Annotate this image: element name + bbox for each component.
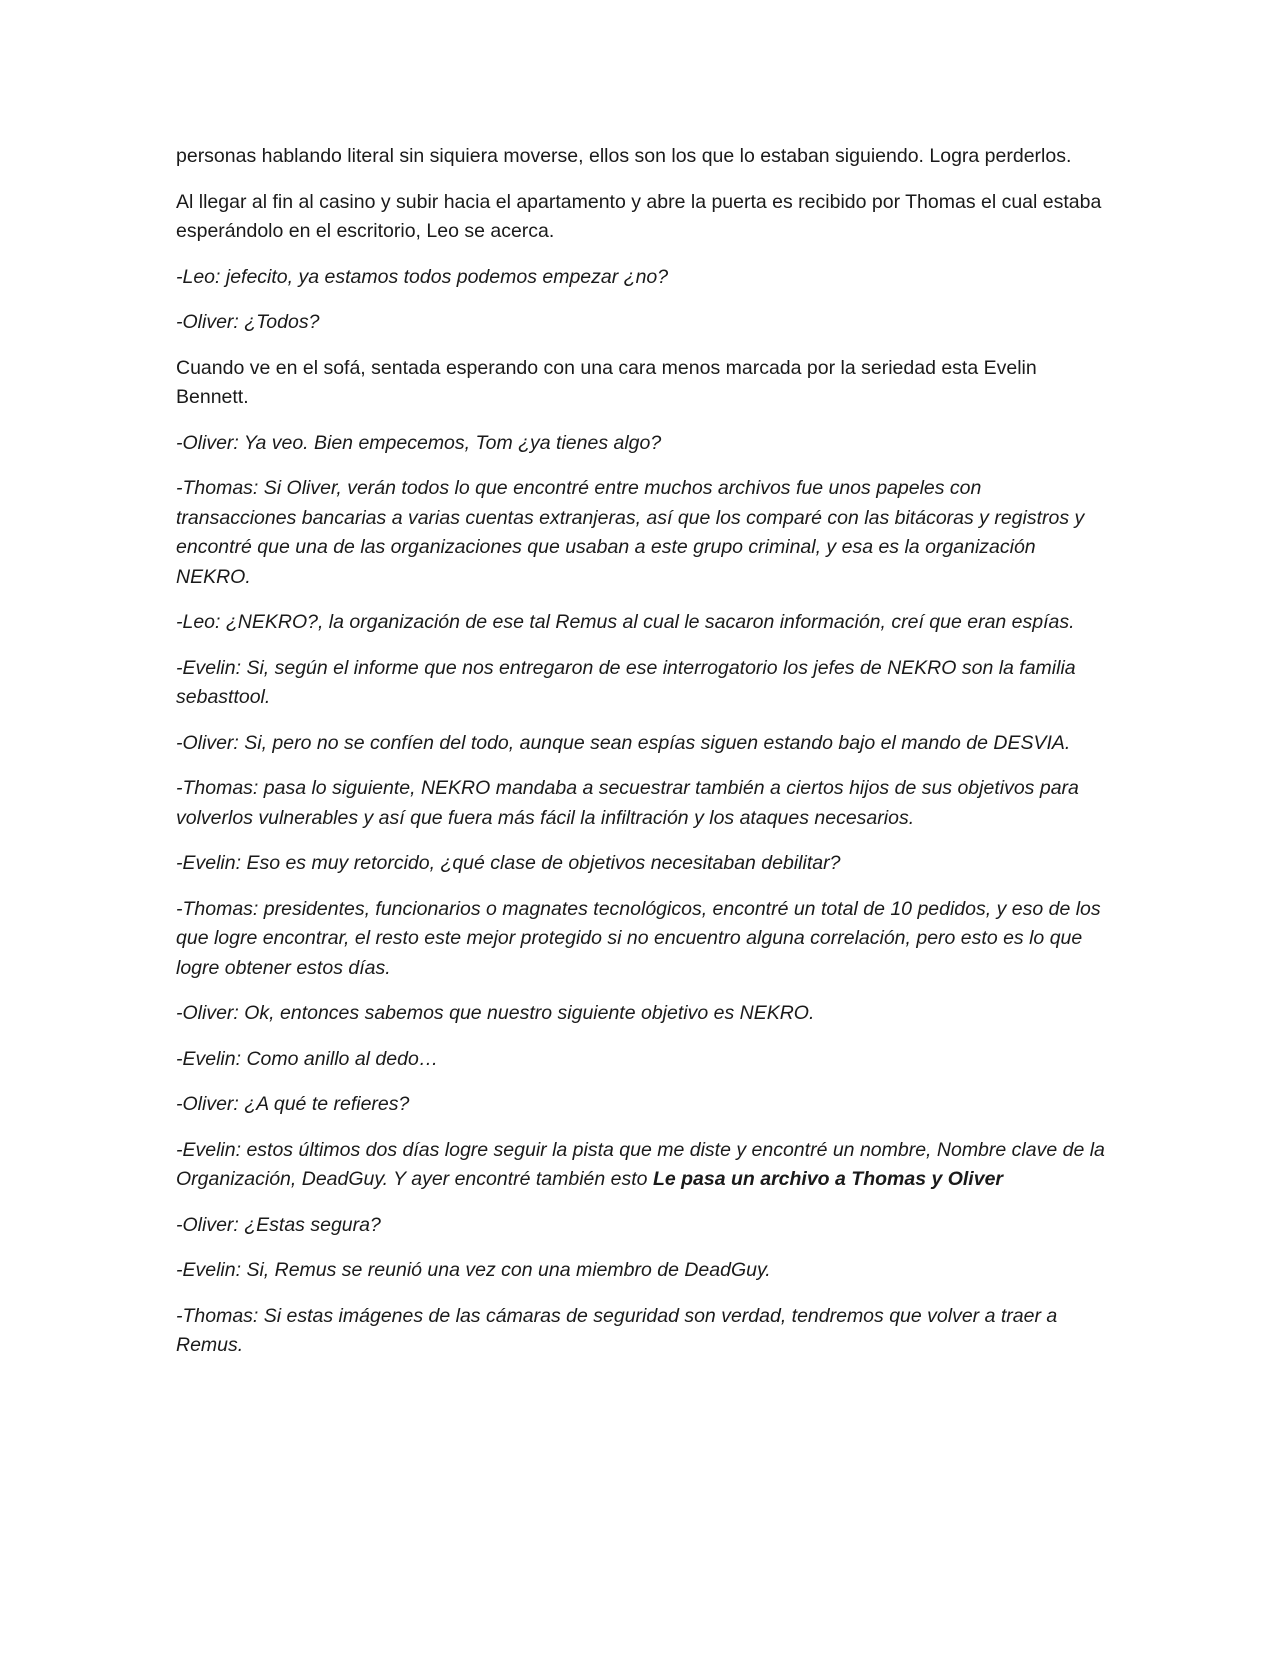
dialog-line-evelin	[176, 1136, 1106, 1195]
paragraph-narration: personas hablando literal sin siquiera moverse, ellos son los que lo estaban siguiendo. Logra perderlos.	[176, 145, 1072, 167]
dialog-line-oliver: -Oliver: ¿A qué te refieres?	[176, 1093, 410, 1115]
document-body	[176, 142, 1106, 1377]
dialog-line-oliver: -Oliver: Si, pero no se confíen del todo, aunque sean espías siguen estando bajo el mando de DESVIA.	[176, 731, 1071, 754]
dialog-line-thomas: -Thomas: Si estas imágenes de las cámaras de seguridad son verdad, tendremos que volver a traer a Remus.	[176, 1304, 1058, 1356]
paragraph-narration: Al llegar al fin al casino y subir hacia el apartamento y abre la puerta es recibido por Thomas el cual estaba esperándolo en el escritorio, Leo se acerca.	[176, 190, 1102, 242]
dialog-line-oliver: -Oliver: Ya veo. Bien empecemos, Tom ¿ya tienes algo?	[176, 431, 662, 454]
stage-direction: Le pasa un archivo a Thomas y Oliver	[652, 1168, 1004, 1190]
dialog-line-leo: -Leo: ¿NEKRO?, la organización de ese tal Remus al cual le sacaron información, creí que eran espías.	[176, 611, 1075, 633]
dialog-line-thomas: -Thomas: presidentes, funcionarios o magnates tecnológicos, encontré un total de 10 pedidos, y eso de los que logre encontrar, el resto este mejor protegido si no encuentro alguna correlación, pero esto es lo que logre obtener estos días.	[176, 897, 1101, 979]
dialog-line-evelin: -Evelin: Eso es muy retorcido, ¿qué clase de objetivos necesitaban debilitar?	[176, 852, 841, 874]
dialog-line-leo: -Leo: jefecito, ya estamos todos podemos empezar ¿no?	[176, 265, 669, 288]
dialog-line-thomas: -Thomas: Si Oliver, verán todos lo que encontré entre muchos archivos fue unos papeles con transacciones bancarias a varias cuentas extranjeras, así que los comparé con las bitácoras y registros y encontré que una de las organizaciones que usaban a este grupo criminal, y esa es la organización NEKRO.	[176, 477, 1085, 588]
dialog-line-oliver: -Oliver: ¿Estas segura?	[176, 1213, 381, 1236]
dialog-line-oliver: -Oliver: ¿Todos?	[176, 311, 320, 333]
dialog-text: -Evelin: estos últimos dos días logre seguir la pista que me diste y encontré un nombre, Nombre clave de la Organización, DeadGuy. Y ayer encontré también esto	[176, 1138, 1105, 1190]
dialog-line-thomas: -Thomas: pasa lo siguiente, NEKRO mandaba a secuestrar también a ciertos hijos de sus objetivos para volverlos vulnerables y así que fuera más fácil la infiltración y los ataques necesarios.	[176, 777, 1079, 829]
dialog-line-evelin: -Evelin: Si, según el informe que nos entregaron de ese interrogatorio los jefes de NEKRO son la familia sebasttool.	[176, 656, 1076, 708]
dialog-line-evelin: -Evelin: Como anillo al dedo…	[176, 1047, 439, 1070]
dialog-line-evelin: -Evelin: Si, Remus se reunió una vez con una miembro de DeadGuy.	[176, 1259, 771, 1281]
paragraph-narration: Cuando ve en el sofá, sentada esperando con una cara menos marcada por la seriedad esta Evelin Bennett.	[176, 356, 1037, 408]
dialog-line-oliver: -Oliver: Ok, entonces sabemos que nuestro siguiente objetivo es NEKRO.	[176, 1002, 815, 1024]
